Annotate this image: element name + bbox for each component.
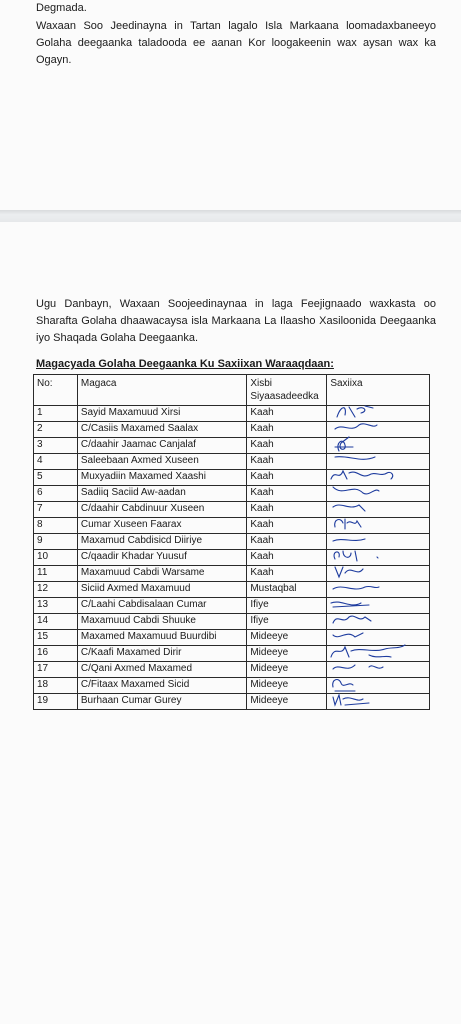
member-name: C/Kaafi Maxamed Dirir [77,646,246,662]
row-number: 8 [34,518,78,534]
member-name: Siciid Axmed Maxamuud [77,582,246,598]
document-page-1 [0,0,461,210]
party-name: Mideeye [247,662,327,678]
page1-heading-fragment: Degmada. [36,2,87,14]
row-number: 6 [34,486,78,502]
row-number: 5 [34,470,78,486]
member-name: Maxamed Maxamuud Buurdibi [77,630,246,646]
member-name: Maxamuud Cabdi Shuuke [77,614,246,630]
row-number: 12 [34,582,78,598]
row-number: 13 [34,598,78,614]
document-page-2 [0,222,461,1024]
row-number: 7 [34,502,78,518]
member-name: Muxyadiin Maxamed Xaashi [77,470,246,486]
table-header-row [34,375,430,406]
party-name: Mideeye [247,678,327,694]
member-name: Burhaan Cumar Gurey [77,694,246,710]
member-name: C/daahir Cabdinuur Xuseen [77,502,246,518]
party-name: Kaah [247,406,327,422]
signature-table [33,374,430,710]
member-name: Sadiiq Saciid Aw-aadan [77,486,246,502]
row-number: 4 [34,454,78,470]
row-number: 2 [34,422,78,438]
row-number: 15 [34,630,78,646]
party-name: Kaah [247,486,327,502]
party-name: Mustaqbal [247,582,327,598]
party-name: Kaah [247,534,327,550]
party-name: Kaah [247,518,327,534]
member-name: Maxamuud Cabdi Warsame [77,566,246,582]
member-name: C/Casiis Maxamed Saalax [77,422,246,438]
party-name: Kaah [247,422,327,438]
party-name: Mideeye [247,694,327,710]
row-number: 3 [34,438,78,454]
row-number: 1 [34,406,78,422]
row-number: 17 [34,662,78,678]
signature-table-title: Magacyada Golaha Deegaanka Ku Saxiixan Waraaqdaan: [36,358,334,370]
party-name: Ifiye [247,598,327,614]
member-name: Maxamud Cabdisicd Diiriye [77,534,246,550]
member-name: C/qaadir Khadar Yuusuf [77,550,246,566]
row-number: 11 [34,566,78,582]
column-header-no: No: [34,375,78,406]
row-number: 19 [34,694,78,710]
party-name: Kaah [247,566,327,582]
party-name: Kaah [247,470,327,486]
member-name: C/Fitaax Maxamed Sicid [77,678,246,694]
column-header-signature: Saxiixa [327,375,430,406]
member-name: C/Qani Axmed Maxamed [77,662,246,678]
signature-cell [327,694,430,710]
page-separator [0,210,461,222]
party-name: Mideeye [247,630,327,646]
column-header-name: Magaca [77,375,246,406]
member-name: Sayid Maxamuud Xirsi [77,406,246,422]
party-name: Kaah [247,502,327,518]
party-name: Kaah [247,550,327,566]
party-name: Ifiye [247,614,327,630]
party-name: Kaah [247,454,327,470]
member-name: C/daahir Jaamac Canjalaf [77,438,246,454]
party-name: Mideeye [247,646,327,662]
row-number: 18 [34,678,78,694]
page2-paragraph: Ugu Danbayn, Waxaan Soojeedinaynaa in laga Feejignaado waxkasta oo Sharafta Golaha dhaawacaysa isla Markaana La Ilaasho Xasiloonida Deegaanka iyo Shaqada Golaha Deegaanka. [36,298,436,344]
page1-paragraph: Waxaan Soo Jeedinayna in Tartan lagalo Isla Markaana loomadaxbaneeyo Golaha deegaanka taladooda ee aanan Kor loogakeenin wax aysan wax ka Ogayn. [36,20,436,66]
member-name: Saleebaan Axmed Xuseen [77,454,246,470]
handwritten-signature [329,691,439,711]
row-number: 10 [34,550,78,566]
member-name: C/Laahi Cabdisalaan Cumar [77,598,246,614]
row-number: 9 [34,534,78,550]
row-number: 14 [34,614,78,630]
party-name: Kaah [247,438,327,454]
row-number: 16 [34,646,78,662]
column-header-party: Xisbi Siyaasadeedka [247,375,327,406]
table-row [34,694,430,710]
member-name: Cumar Xuseen Faarax [77,518,246,534]
